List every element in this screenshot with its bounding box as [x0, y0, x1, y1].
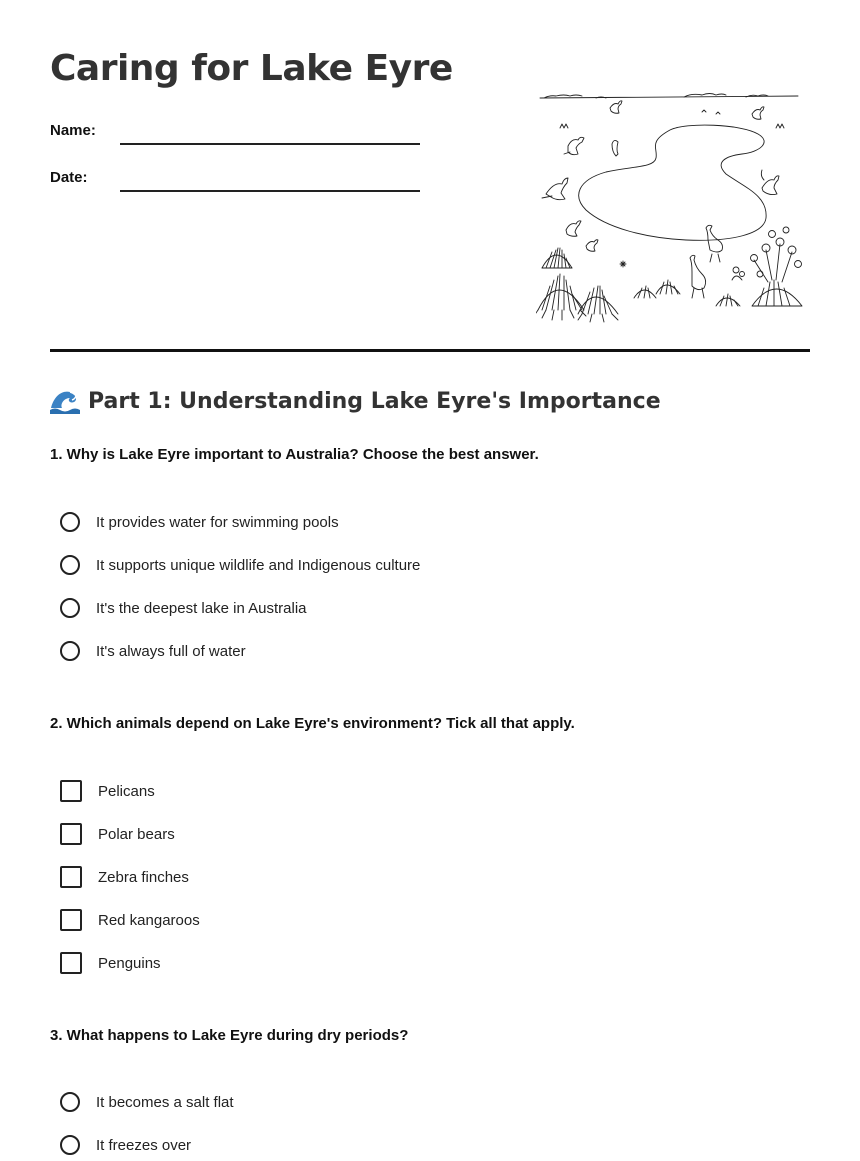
section-heading-text: Part 1: Understanding Lake Eyre's Importance [88, 388, 661, 414]
option-label: Red kangaroos [98, 911, 200, 929]
lake-landscape-illustration [536, 84, 806, 330]
q2-option-1[interactable] [60, 779, 155, 803]
option-label: It's always full of water [96, 642, 246, 660]
option-label: Polar bears [98, 825, 175, 843]
radio-button[interactable] [60, 1092, 80, 1112]
question-2: 2. Which animals depend on Lake Eyre's environment? Tick all that apply. [50, 715, 575, 732]
option-label: It supports unique wildlife and Indigenous culture [96, 556, 421, 574]
radio-button[interactable] [60, 1135, 80, 1155]
option-label: It's the deepest lake in Australia [96, 599, 307, 617]
option-label: It becomes a salt flat [96, 1093, 234, 1111]
checkbox[interactable] [60, 866, 82, 888]
page-title: Caring for Lake Eyre [50, 48, 453, 89]
q2-option-2[interactable] [60, 822, 175, 846]
q2-option-5[interactable] [60, 951, 161, 975]
section-heading [50, 388, 661, 414]
q3-option-2[interactable] [60, 1133, 191, 1157]
checkbox[interactable] [60, 780, 82, 802]
q1-option-1[interactable] [60, 510, 339, 534]
option-label: Zebra finches [98, 868, 189, 886]
option-label: Penguins [98, 954, 161, 972]
checkbox[interactable] [60, 909, 82, 931]
question-3: 3. What happens to Lake Eyre during dry periods? [50, 1027, 409, 1044]
wave-icon [50, 388, 80, 414]
header-divider [50, 349, 810, 352]
radio-button[interactable] [60, 512, 80, 532]
question-1: 1. Why is Lake Eyre important to Australia? Choose the best answer. [50, 446, 539, 463]
option-label: It provides water for swimming pools [96, 513, 339, 531]
checkbox[interactable] [60, 952, 82, 974]
option-label: Pelicans [98, 782, 155, 800]
option-label: It freezes over [96, 1136, 192, 1154]
date-field[interactable] [120, 190, 420, 192]
q1-option-2[interactable] [60, 553, 420, 577]
q3-option-1[interactable] [60, 1090, 234, 1114]
q1-option-4[interactable] [60, 639, 246, 663]
q2-option-4[interactable] [60, 908, 200, 932]
name-label: Name: [50, 122, 96, 139]
checkbox[interactable] [60, 823, 82, 845]
name-field[interactable] [120, 143, 420, 145]
radio-button[interactable] [60, 641, 80, 661]
q1-option-3[interactable] [60, 596, 307, 620]
date-label: Date: [50, 169, 88, 186]
q2-option-3[interactable] [60, 865, 189, 889]
radio-button[interactable] [60, 555, 80, 575]
radio-button[interactable] [60, 598, 80, 618]
